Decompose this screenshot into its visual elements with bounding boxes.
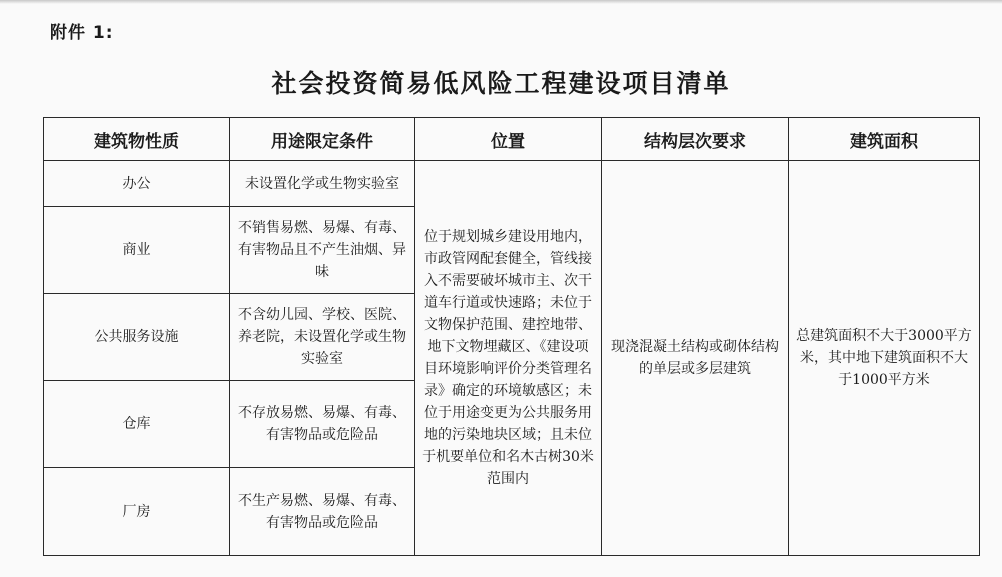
use-condition-cell: 不生产易燃、易爆、有毒、有害物品或危险品 (230, 468, 415, 556)
use-condition-cell: 未设置化学或生物实验室 (230, 161, 415, 207)
floor-area-cell: 总建筑面积不大于3000平方米，其中地下建筑面积不大于1000平方米 (789, 161, 980, 556)
document-title: 社会投资简易低风险工程建设项目清单 (271, 69, 731, 98)
header-use-condition: 用途限定条件 (230, 118, 415, 161)
table-header-row (44, 118, 980, 161)
project-list-table (43, 117, 980, 556)
header-structure: 结构层次要求 (602, 118, 789, 161)
building-nature-cell: 商业 (44, 207, 230, 294)
use-condition-cell: 不存放易燃、易爆、有毒、有害物品或危险品 (230, 381, 415, 468)
building-nature-cell: 办公 (44, 161, 230, 207)
structure-cell: 现浇混凝土结构或砌体结构的单层或多层建筑 (602, 161, 789, 556)
use-condition-cell: 不含幼儿园、学校、医院、养老院，未设置化学或生物实验室 (230, 294, 415, 381)
building-nature-cell: 公共服务设施 (44, 294, 230, 381)
building-nature-cell: 仓库 (44, 381, 230, 468)
table-row (44, 161, 980, 207)
use-condition-cell: 不销售易燃、易爆、有毒、有害物品且不产生油烟、异味 (230, 207, 415, 294)
location-cell: 位于规划城乡建设用地内，市政管网配套健全，管线接入不需要破坏城市主、次干道车行道或快速路；未位于文物保护范围、建控地带、地下文物埋藏区、《建设项目环境影响评价分类管理名录》确定的环境敏感区；未位于用途变更为公共服务用地的污染地块区域；且未位于机要单位和名木古树30米范围内 (415, 161, 602, 556)
header-location: 位置 (415, 118, 602, 161)
header-building-nature: 建筑物性质 (44, 118, 230, 161)
attachment-label: 附件 1: (50, 23, 114, 43)
building-nature-cell: 厂房 (44, 468, 230, 556)
page-top-edge (0, 0, 1002, 4)
header-floor-area: 建筑面积 (789, 118, 980, 161)
